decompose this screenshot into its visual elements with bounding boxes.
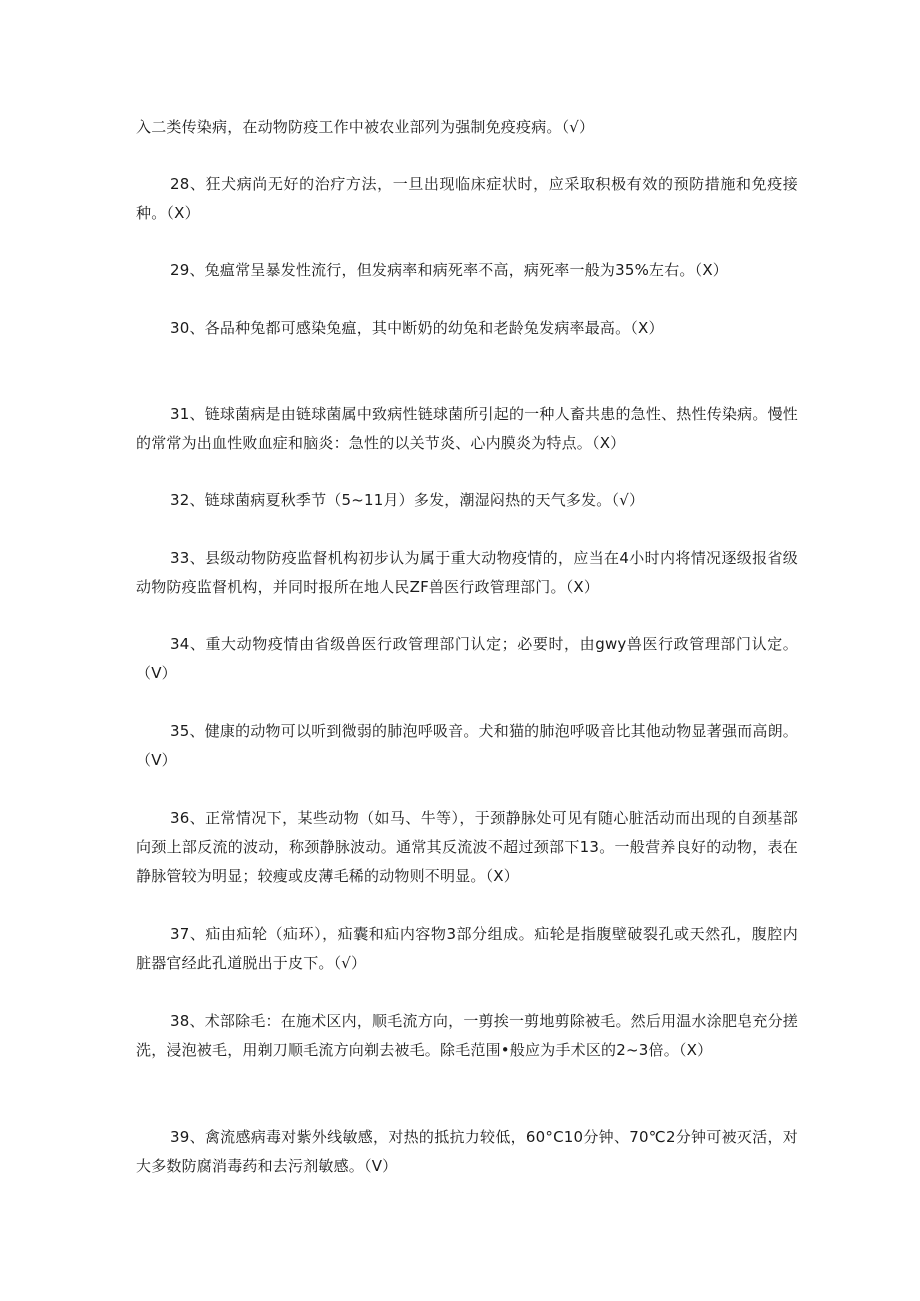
paragraph-36: 36、正常情况下，某些动物（如马、牛等），于颈静脉处可见有随心脏活动而出现的自颈基部向颈上部反流的波动，称颈静脉波动。通常其反流波不超过颈部下13。一般营养良好的动物，表在静脉管较为明显；较瘦或皮薄毛稀的动物则不明显。（X） [136,809,798,885]
paragraph-31: 31、链球菌病是由链球菌属中致病性链球菌所引起的一种人畜共患的急性、热性传染病。慢性的常常为出血性败血症和脑炎：急性的以关节炎、心内膜炎为特点。（X） [136,405,798,452]
paragraph-33: 33、县级动物防疫监督机构初步认为属于重大动物疫情的，应当在4小时内将情况逐级报省级动物防疫监督机构，并同时报所在地人民ZF兽医行政管理部门。（X） [136,549,798,596]
paragraph-37: 37、疝由疝轮（疝环），疝囊和疝内容物3部分组成。疝轮是指腹壁破裂孔或天然孔，腹腔内脏器官经此孔道脱出于皮下。（√） [136,925,798,972]
paragraph-38: 38、术部除毛：在施术区内，顺毛流方向，一剪挨一剪地剪除被毛。然后用温水涂肥皂充分搓洗，浸泡被毛，用剃刀顺毛流方向剃去被毛。除毛范围•般应为手术区的2~3倍。（X） [136,1012,798,1059]
paragraph-29: 29、兔瘟常呈暴发性流行，但发病率和病死率不高，病死率一般为35%左右。（X） [170,261,729,279]
paragraph-34: 34、重大动物疫情由省级兽医行政管理部门认定；必要时，由gwy兽医行政管理部门认定。（V） [136,635,798,682]
paragraph-35: 35、健康的动物可以听到微弱的肺泡呼吸音。犬和猫的肺泡呼吸音比其他动物显著强而高朗。（V） [136,722,798,769]
paragraph-32: 32、链球菌病夏秋季节（5~11月）多发，潮湿闷热的天气多发。（√） [170,491,645,509]
paragraph-27-continued: 入二类传染病，在动物防疫工作中被农业部列为强制免疫疫病。（√） [136,118,595,136]
paragraph-30: 30、各品种兔都可感染兔瘟，其中断奶的幼兔和老龄兔发病率最高。（X） [170,319,664,337]
paragraph-28: 28、狂犬病尚无好的治疗方法，一旦出现临床症状时，应采取积极有效的预防措施和免疫接种。（X） [136,175,798,222]
paragraph-39: 39、禽流感病毒对紫外线敏感，对热的抵抗力较低，60°C10分钟、70℃2分钟可被灭活，对大多数防腐消毒药和去污剂敏感。（V） [136,1128,798,1175]
